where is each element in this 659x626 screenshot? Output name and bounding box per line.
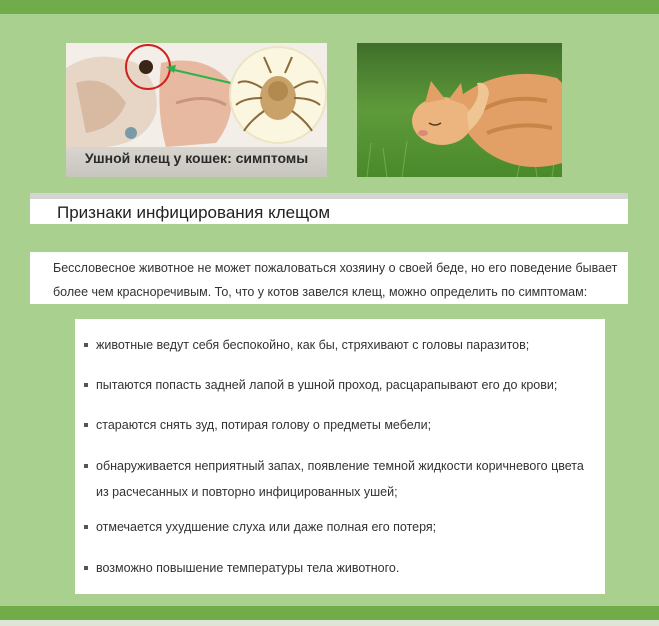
list-item bbox=[84, 555, 599, 581]
square-bullet-icon bbox=[84, 525, 88, 529]
list-item-text: отмечается ухудшение слуха или даже полная его потеря; bbox=[96, 520, 437, 534]
ear-mite-image bbox=[66, 43, 327, 177]
list-item bbox=[84, 412, 599, 438]
square-bullet-icon bbox=[84, 464, 88, 468]
top-bar bbox=[0, 0, 659, 14]
square-bullet-icon bbox=[84, 566, 88, 570]
list-item-text: обнаруживается неприятный запах, появление темной жидкости коричневого цвета из расчесанных и повторно инфицированных ушей; bbox=[96, 459, 584, 499]
scratching-cat-photo bbox=[357, 43, 562, 177]
list-item-text: стараются снять зуд, потирая голову о предметы мебели; bbox=[96, 418, 432, 432]
square-bullet-icon bbox=[84, 423, 88, 427]
scratching-cat-image bbox=[357, 43, 562, 177]
section-heading-box bbox=[30, 193, 628, 224]
list-item bbox=[84, 332, 599, 358]
intro-box bbox=[30, 252, 628, 304]
section-heading: Признаки инфицирования клещом bbox=[57, 203, 331, 222]
square-bullet-icon bbox=[84, 343, 88, 347]
list-item bbox=[84, 514, 599, 540]
list-item bbox=[84, 453, 599, 505]
bottom-line bbox=[0, 620, 659, 626]
list-item bbox=[84, 372, 599, 398]
image-caption: Ушной клещ у кошек: симптомы bbox=[66, 147, 327, 177]
bottom-bar bbox=[0, 606, 659, 620]
intro-paragraph: Бессловесное животное не может пожаловаться хозяину о своей беде, но его поведение бывает более чем красноречивым. То, что у котов завелся клещ, можно определить по симптомам: bbox=[53, 261, 618, 299]
list-item-text: пытаются попасть задней лапой в ушной проход, расцарапывают его до крови; bbox=[96, 378, 558, 392]
list-item-text: возможно повышение температуры тела животного. bbox=[96, 561, 400, 575]
symptoms-list bbox=[75, 319, 605, 594]
square-bullet-icon bbox=[84, 383, 88, 387]
list-item-text: животные ведут себя беспокойно, как бы, стряхивают с головы паразитов; bbox=[96, 338, 530, 352]
